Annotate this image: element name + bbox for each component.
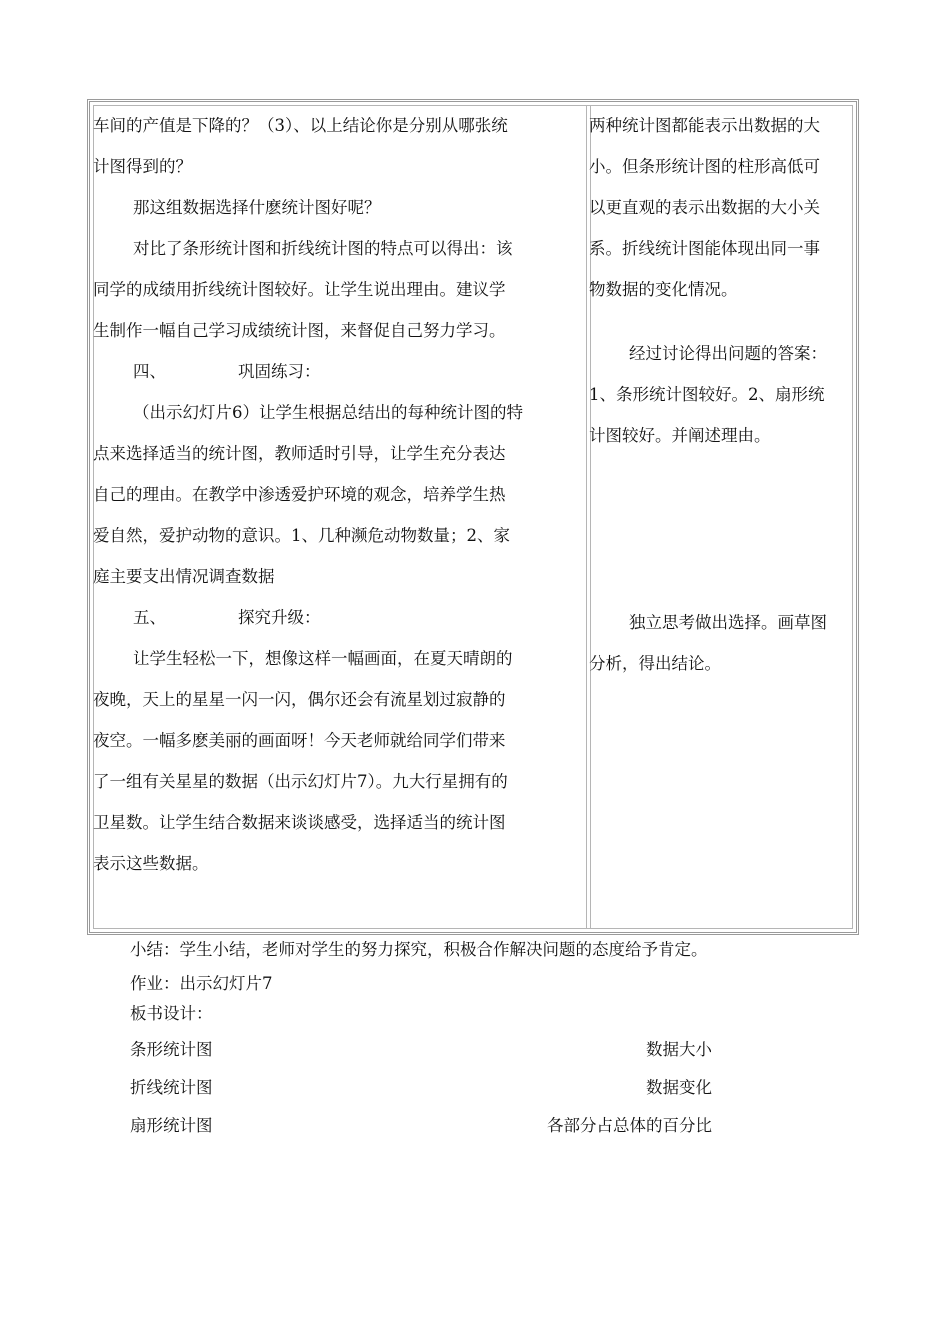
text-line: 同学的成绩用折线统计图较好。让学生说出理由。建议学 xyxy=(93,280,506,299)
text-line: 计图得到的？ xyxy=(93,157,192,176)
board-right-item: 各部分占总体的百分比 xyxy=(547,1116,712,1135)
section-heading-5 xyxy=(93,597,583,638)
board-right-item: 数据大小 xyxy=(646,1040,712,1059)
text-line: 对比了条形统计图和折线统计图的特点可以得出：该 xyxy=(133,239,513,258)
teaching-process-cell xyxy=(93,105,583,884)
spacer xyxy=(589,310,857,333)
text-line: 以更直观的表示出数据的大小关 xyxy=(589,198,820,217)
text-line: 自己的理由。在教学中渗透爱护环境的观念，培养学生热 xyxy=(93,485,506,504)
board-design-title: 板书设计： xyxy=(130,1004,213,1023)
section-title: 巩固练习： xyxy=(238,362,321,381)
summary-text: 小结：学生小结，老师对学生的努力探究，积极合作解决问题的态度给予肯定。 xyxy=(130,940,708,959)
text-line: 卫星数。让学生结合数据来谈谈感受，选择适当的统计图 xyxy=(93,813,506,832)
text-line: 小。但条形统计图的柱形高低可 xyxy=(589,157,820,176)
text-line: 车间的产值是下降的？（3）、以上结论你是分别从哪张统 xyxy=(93,116,508,135)
text-line: 庭主要支出情况调查数据 xyxy=(93,567,275,586)
board-left-item: 扇形统计图 xyxy=(130,1116,213,1135)
text-line: （出示幻灯片6）让学生根据总结出的每种统计图的特 xyxy=(133,403,523,422)
board-right-item: 数据变化 xyxy=(646,1078,712,1097)
text-line: 经过讨论得出问题的答案： xyxy=(629,344,827,363)
text-line: 物数据的变化情况。 xyxy=(589,280,738,299)
text-line: 夜晚，天上的星星一闪一闪，偶尔还会有流星划过寂静的 xyxy=(93,690,506,709)
text-line: 计图较好。并阐述理由。 xyxy=(589,426,771,445)
text-line: 点来选择适当的统计图，教师适时引导，让学生充分表达 xyxy=(93,444,506,463)
text-line: 表示这些数据。 xyxy=(93,854,209,873)
text-line: 那这组数据选择什麽统计图好呢？ xyxy=(133,198,381,217)
spacer xyxy=(589,456,857,602)
text-line: 分析，得出结论。 xyxy=(589,654,721,673)
text-line: 让学生轻松一下，想像这样一幅画面，在夏天晴朗的 xyxy=(133,649,513,668)
section-number: 五、 xyxy=(133,608,166,627)
section-heading-4 xyxy=(93,351,583,392)
lesson-table xyxy=(87,99,859,935)
homework-text: 作业：出示幻灯片7 xyxy=(130,974,273,993)
section-title: 探究升级： xyxy=(238,608,321,627)
text-line: 生制作一幅自己学习成绩统计图，来督促自己努力学习。 xyxy=(93,321,506,340)
text-line: 两种统计图都能表示出数据的大 xyxy=(589,116,820,135)
board-left-item: 条形统计图 xyxy=(130,1040,213,1059)
student-activity-cell xyxy=(589,105,857,684)
text-line: 了一组有关星星的数据（出示幻灯片7）。九大行星拥有的 xyxy=(93,772,508,791)
board-left-item: 折线统计图 xyxy=(130,1078,213,1097)
text-line: 系。折线统计图能体现出同一事 xyxy=(589,239,820,258)
text-line: 独立思考做出选择。画草图 xyxy=(629,613,827,632)
section-number: 四、 xyxy=(133,362,166,381)
text-line: 夜空。一幅多麽美丽的画面呀！今天老师就给同学们带来 xyxy=(93,731,506,750)
text-line: 爱自然，爱护动物的意识。1、几种濒危动物数量；2、家 xyxy=(93,526,510,545)
text-line: 1、条形统计图较好。2、扇形统 xyxy=(589,385,825,404)
